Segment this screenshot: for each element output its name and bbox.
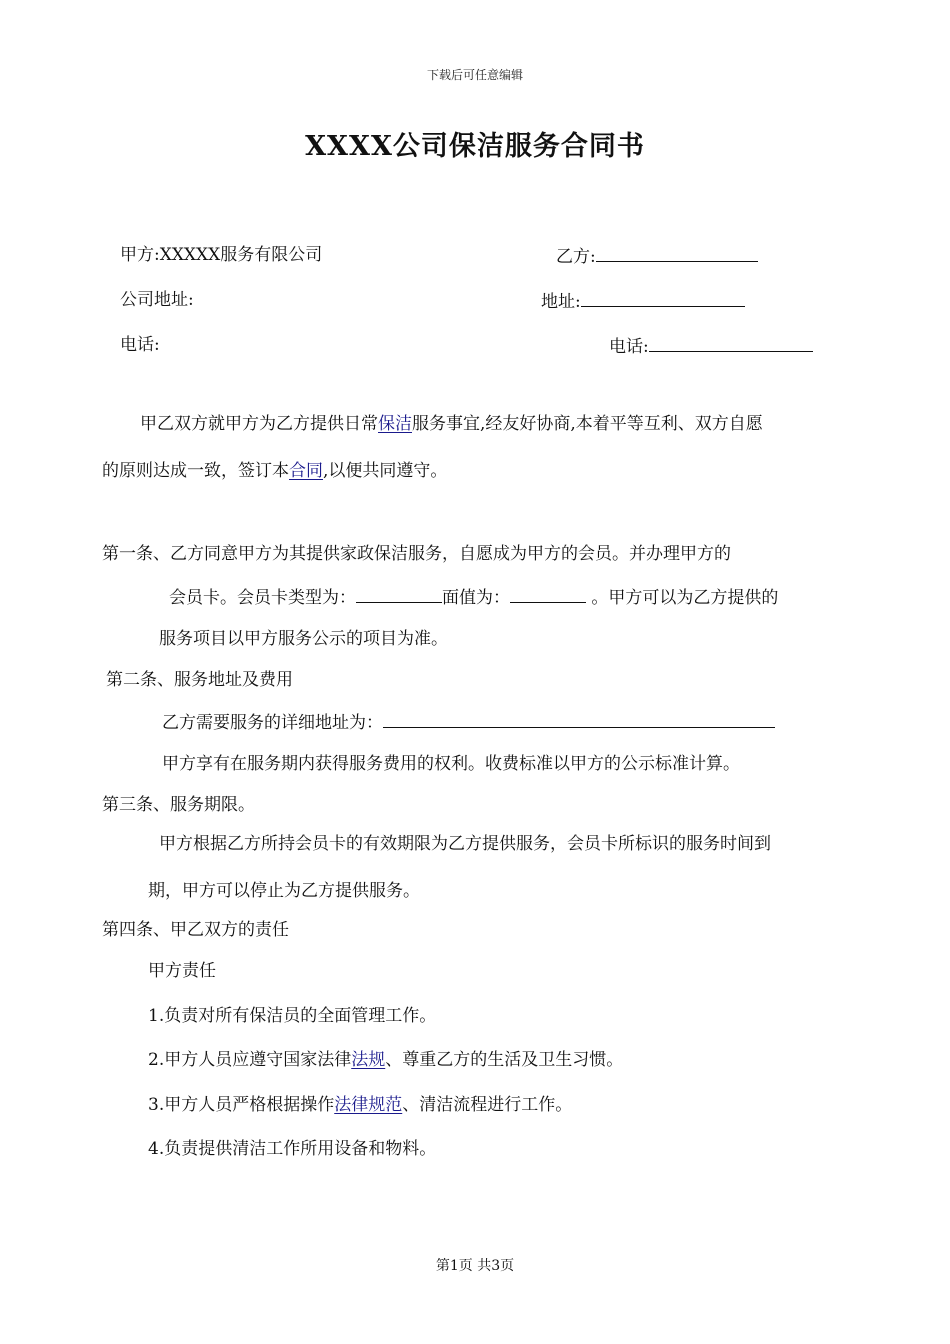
party-a-phone: 电话: bbox=[120, 335, 160, 355]
card-type-label: 会员卡。会员卡类型为： bbox=[169, 588, 356, 608]
article-3-line-1: 甲方根据乙方所持会员卡的有效期限为乙方提供服务，会员卡所标识的服务时间到 bbox=[159, 834, 771, 854]
article-1-line-1: 第一条、乙方同意甲方为其提供家政保洁服务，自愿成为甲方的会员。并办理甲方的 bbox=[102, 544, 731, 564]
party-b-phone-label: 电话: bbox=[609, 337, 649, 357]
header-note: 下载后可任意编辑 bbox=[426, 68, 523, 82]
service-address-label: 乙方需要服务的详细地址为： bbox=[162, 713, 383, 733]
party-b-phone-row bbox=[609, 333, 813, 359]
party-b-name-blank bbox=[596, 243, 758, 262]
article-2-line-1 bbox=[162, 709, 775, 735]
article-2-heading: 第二条、服务地址及费用 bbox=[106, 670, 293, 690]
party-b-name-row bbox=[556, 243, 758, 269]
legal-norms-link[interactable]: 法律规范 bbox=[334, 1095, 403, 1115]
page-footer: 第1页 共3页 bbox=[435, 1258, 515, 1274]
party-b-address-blank bbox=[581, 288, 745, 307]
intro-text-2b: ,以便共同遵守。 bbox=[323, 461, 448, 481]
article-1-line-2-rest: 。甲方可以为乙方提供的 bbox=[586, 588, 779, 608]
document-title: XXXX公司保洁服务合同书 bbox=[305, 131, 645, 162]
party-a-address: 公司地址: bbox=[120, 290, 194, 310]
duty-item-3 bbox=[148, 1093, 572, 1117]
article-2-line-2: 甲方享有在服务期内获得服务费用的权利。收费标准以甲方的公示标准计算。 bbox=[162, 754, 740, 774]
article-3-line-2: 期，甲方可以停止为乙方提供服务。 bbox=[148, 881, 420, 901]
party-b-name-label: 乙方: bbox=[556, 247, 596, 267]
duty-item-2a: 2.甲方人员应遵守国家法律 bbox=[148, 1050, 352, 1070]
article-4-heading: 第四条、甲乙双方的责任 bbox=[102, 920, 289, 940]
card-value-blank bbox=[510, 584, 586, 603]
article-3-heading: 第三条、服务期限。 bbox=[102, 795, 255, 815]
duty-item-2b: 、尊重乙方的生活及卫生习惯。 bbox=[385, 1050, 624, 1070]
contract-link[interactable]: 合同 bbox=[289, 461, 323, 481]
duty-item-3a: 3.甲方人员严格根据操作 bbox=[148, 1095, 335, 1115]
party-a-name: 甲方:XXXXX服务有限公司 bbox=[120, 245, 323, 265]
card-value-label: 面值为： bbox=[442, 588, 510, 608]
intro-text-2a: 的原则达成一致，签订本 bbox=[102, 461, 289, 481]
duty-item-2 bbox=[148, 1048, 623, 1072]
duty-item-4: 4.负责提供清洁工作所用设备和物料。 bbox=[148, 1139, 437, 1159]
intro-line-2 bbox=[102, 459, 447, 483]
party-a-duties-heading: 甲方责任 bbox=[148, 961, 216, 981]
intro-text-1a: 甲乙双方就甲方为乙方提供日常 bbox=[140, 414, 378, 434]
article-1-line-2 bbox=[169, 584, 778, 610]
cleaning-link[interactable]: 保洁 bbox=[378, 414, 412, 434]
party-b-address-label: 地址: bbox=[541, 292, 581, 312]
card-type-blank bbox=[356, 584, 442, 603]
service-address-blank bbox=[383, 709, 775, 728]
intro-line-1 bbox=[140, 412, 763, 436]
intro-text-1b: 服务事宜,经友好协商,本着平等互利、双方自愿 bbox=[412, 414, 763, 434]
article-1-line-3: 服务项目以甲方服务公示的项目为准。 bbox=[159, 629, 448, 649]
duty-item-3b: 、清洁流程进行工作。 bbox=[402, 1095, 573, 1115]
party-b-phone-blank bbox=[649, 333, 813, 352]
duty-item-1: 1.负责对所有保洁员的全面管理工作。 bbox=[148, 1006, 437, 1026]
regulations-link[interactable]: 法规 bbox=[351, 1050, 386, 1070]
party-b-address-row bbox=[541, 288, 745, 314]
